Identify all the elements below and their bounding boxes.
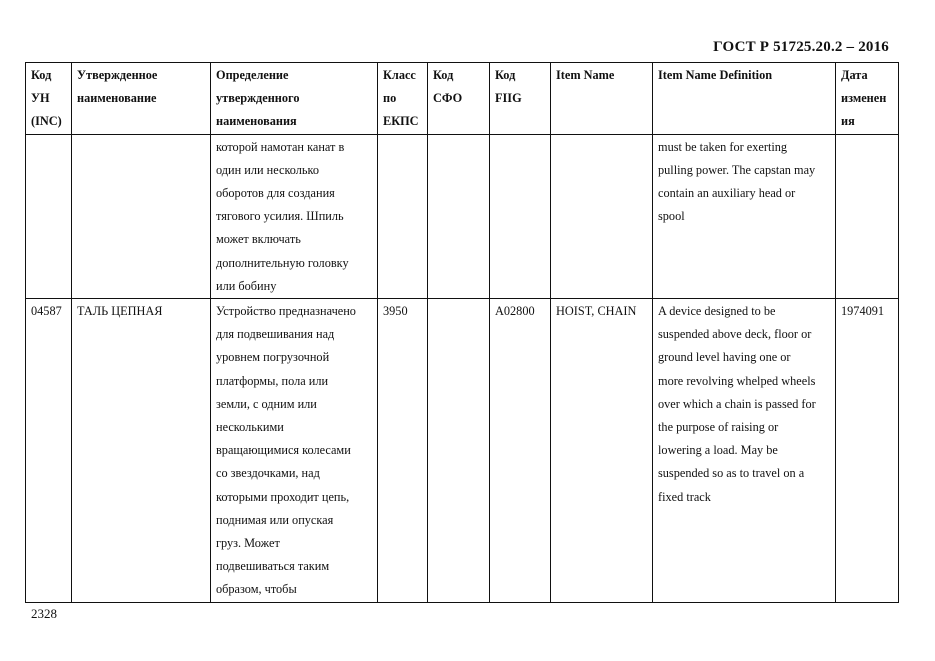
- cell-fiig-code: [490, 134, 551, 298]
- cell-approved-name: [72, 134, 211, 298]
- col-header-approved-name: Утвержденное наименование: [72, 63, 211, 135]
- cell-sfo-code: [428, 134, 490, 298]
- cell-item-name-definition: must be taken for exerting pulling power. The capstan may contain an auxiliary head or spool: [653, 134, 836, 298]
- col-header-definition-ru: Определение утвержденного наименования: [211, 63, 378, 135]
- col-header-item-name-definition: Item Name Definition: [653, 63, 836, 135]
- cell-sfo-code: [428, 299, 490, 603]
- cell-definition-ru: Устройство предназначено для подвешивания над уровнем погрузочной платформы, пола или земли, с одним или несколькими вращающимися колесами со звездочками, над которыми проходит цепь, поднимая или опуская груз. Может подвешиваться таким образом, чтобы: [211, 299, 378, 603]
- cell-item-name: [551, 134, 653, 298]
- cell-item-name-definition: A device designed to be suspended above deck, floor or ground level having one or more revolving whelped wheels over which a chain is passed for the purpose of raising or lowering a load. May be suspended so as to travel on a fixed track: [653, 299, 836, 603]
- catalog-table: [25, 62, 899, 603]
- document-code: ГОСТ Р 51725.20.2 – 2016: [713, 39, 889, 55]
- cell-item-name: HOIST, CHAIN: [551, 299, 653, 603]
- table-header-row: [26, 63, 899, 135]
- col-header-change-date: Дата изменен ия: [836, 63, 899, 135]
- cell-fiig-code: A02800: [490, 299, 551, 603]
- col-header-item-name: Item Name: [551, 63, 653, 135]
- cell-definition-ru: которой намотан канат в один или несколько оборотов для создания тягового усилия. Шпиль может включать дополнительную головку или бобину: [211, 134, 378, 298]
- col-header-sfo-code: Код СФО: [428, 63, 490, 135]
- cell-inc: 04587: [26, 299, 72, 603]
- cell-approved-name: ТАЛЬ ЦЕПНАЯ: [72, 299, 211, 603]
- cell-change-date: [836, 134, 899, 298]
- col-header-ekps-class: Класс по ЕКПС: [378, 63, 428, 135]
- col-header-inc: Код УН (INC): [26, 63, 72, 135]
- cell-change-date: 1974091: [836, 299, 899, 603]
- page-number: 2328: [31, 606, 57, 621]
- cell-inc: [26, 134, 72, 298]
- table-row: [26, 134, 899, 298]
- col-header-fiig-code: Код FIIG: [490, 63, 551, 135]
- cell-ekps-class: 3950: [378, 299, 428, 603]
- table-row: [26, 299, 899, 603]
- cell-ekps-class: [378, 134, 428, 298]
